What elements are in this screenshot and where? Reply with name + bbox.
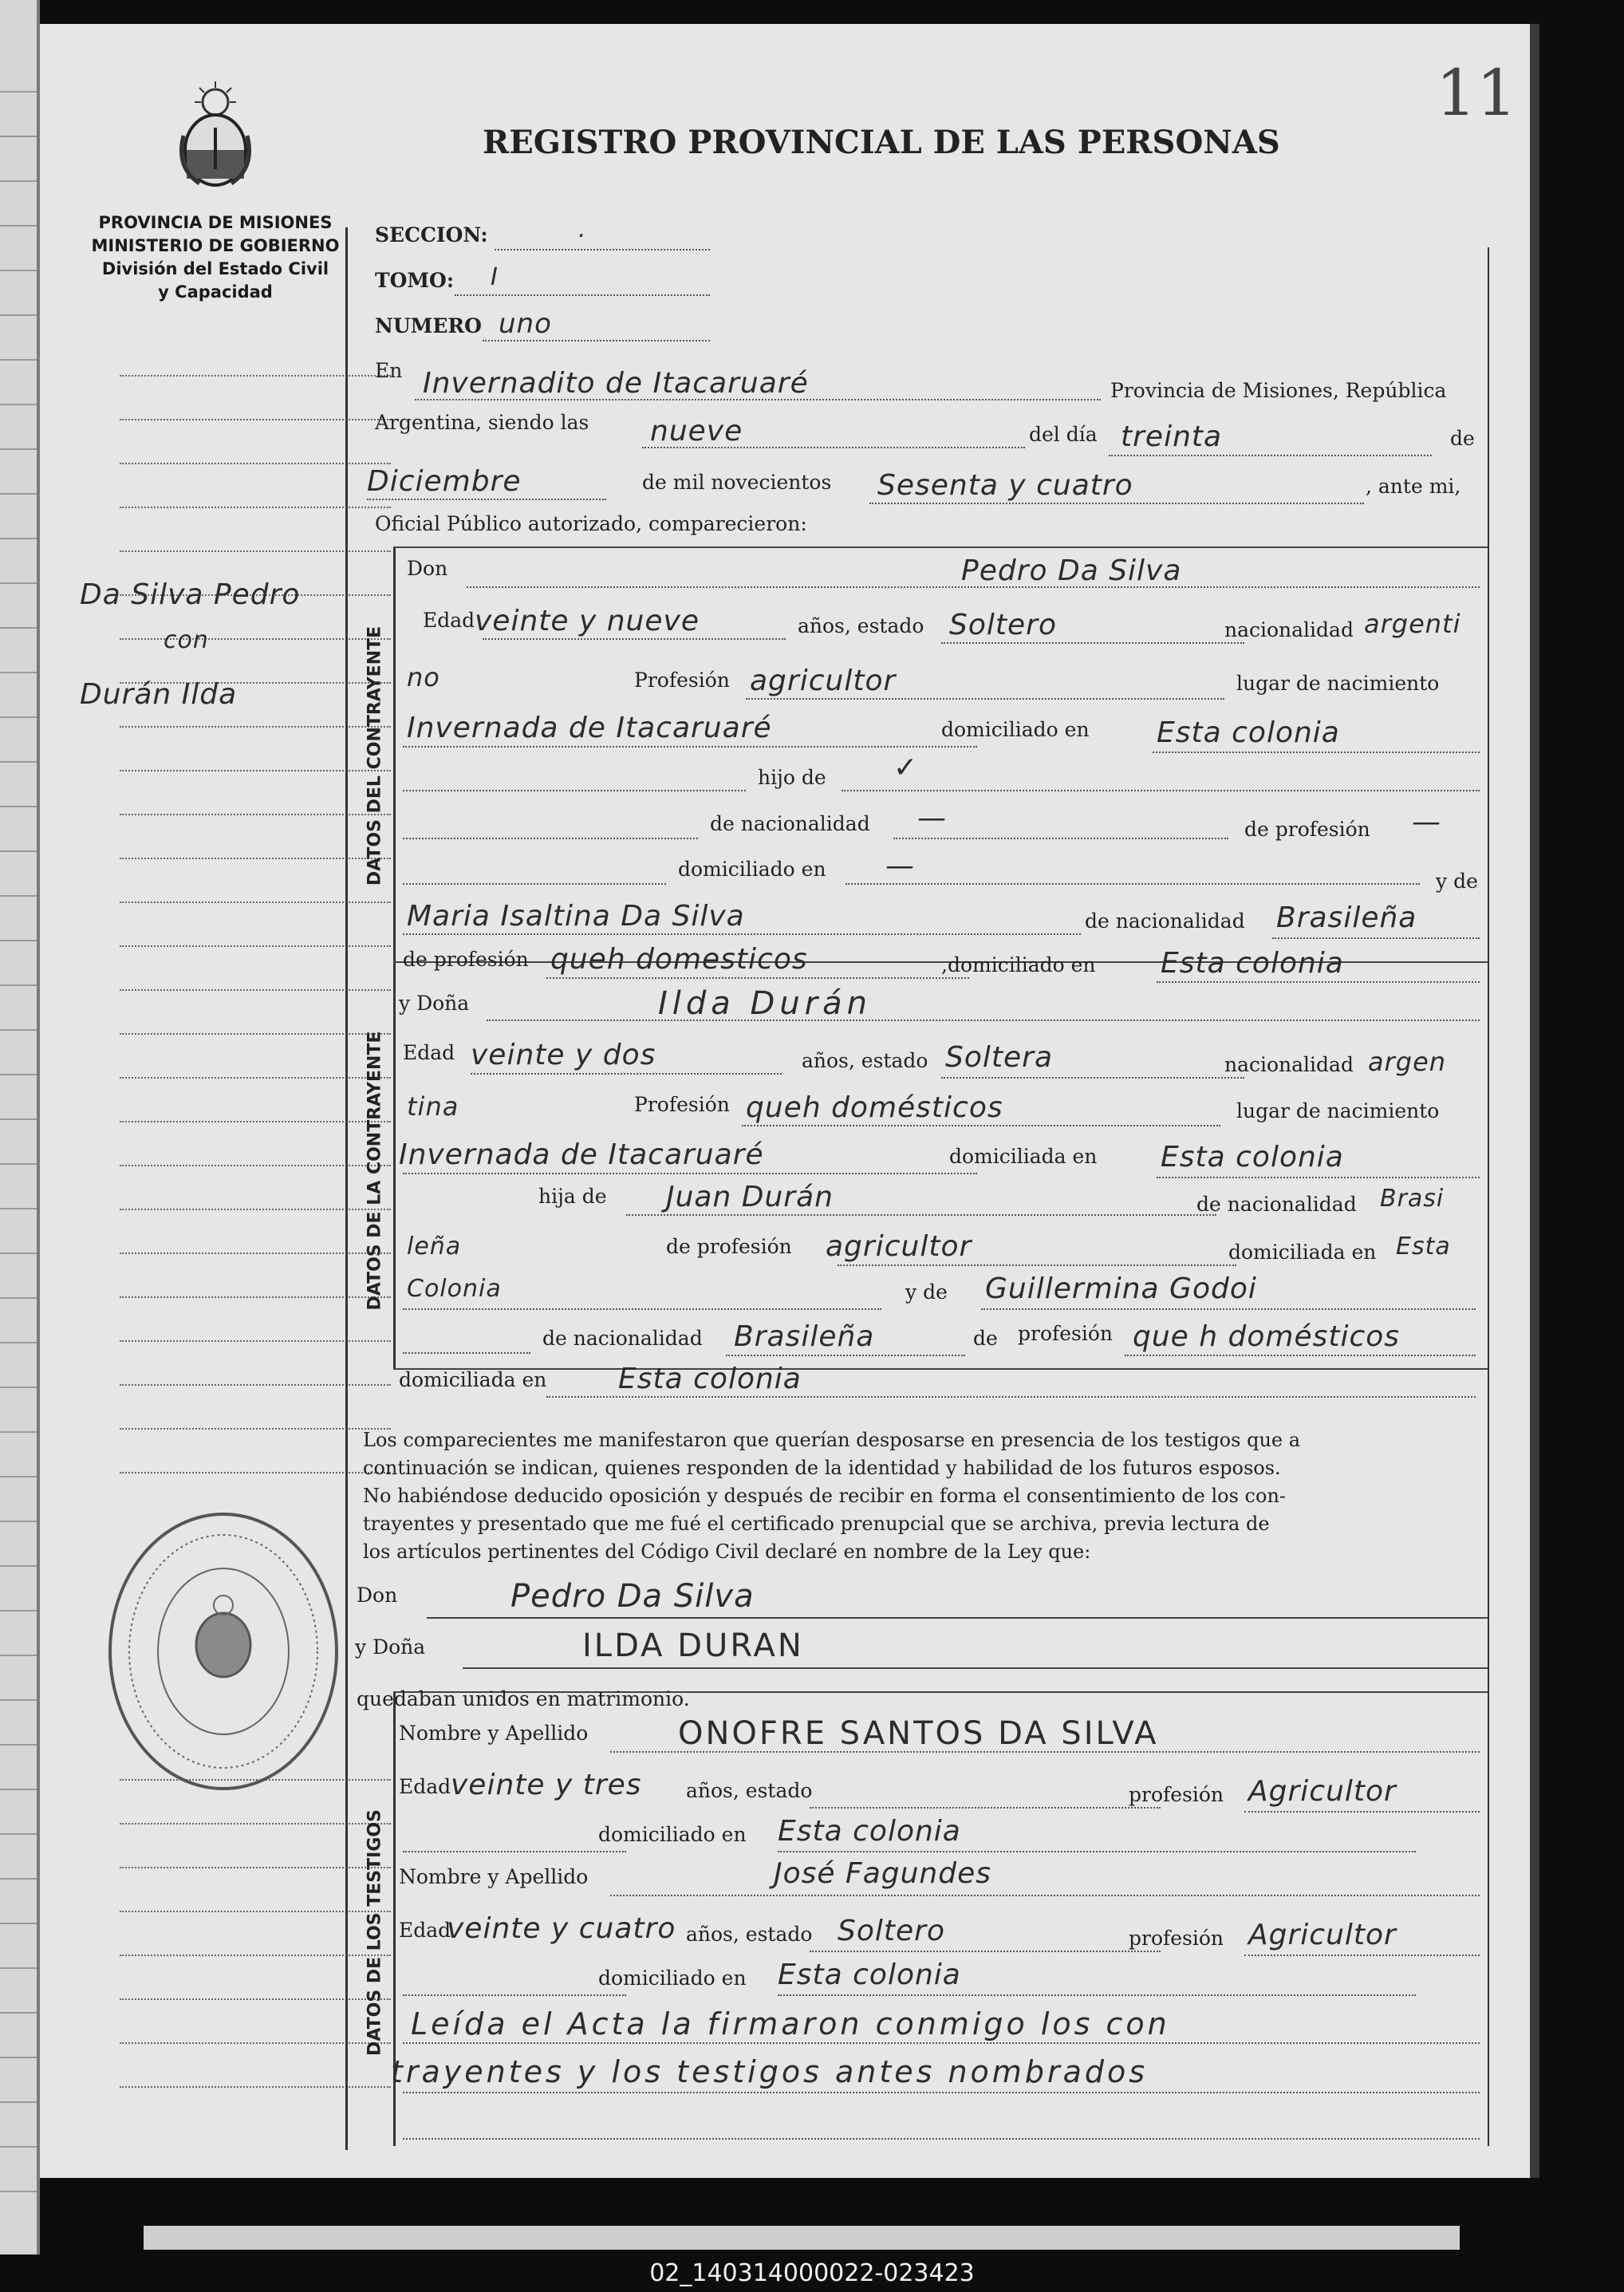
form-rule <box>495 249 710 251</box>
decl-groom: Pedro Da Silva <box>510 1578 755 1615</box>
declaration-line: Los comparecientes me manifestaron que querían desposarse en presencia de los testigos que a <box>363 1429 1301 1451</box>
margin-rule <box>120 1077 391 1079</box>
declaration-line: No habiéndose deducido oposición y después de recibir en forma el consentimiento de los con- <box>363 1485 1287 1507</box>
groom-father-dom: — <box>885 850 915 882</box>
profesion-label: Profesión <box>634 1093 730 1116</box>
bride-lugar: Invernada de Itacaruaré <box>399 1138 764 1171</box>
form-rule <box>941 642 1244 644</box>
groom-mother: Maria Isaltina Da Silva <box>407 900 745 933</box>
margin-rule <box>120 989 391 991</box>
father-dom-label: domiciliada en <box>1228 1241 1377 1264</box>
frame-line <box>345 227 348 2150</box>
w1-dom: Esta colonia <box>778 1815 961 1848</box>
w2-age: veinte y cuatro <box>447 1912 676 1945</box>
bride-father: Juan Durán <box>666 1181 834 1213</box>
closing-line: Leída el Acta la firmaron conmigo los con <box>411 2006 1170 2041</box>
org-line: y Capacidad <box>158 282 273 302</box>
margin-note-line: con <box>164 626 209 654</box>
seccion-value: . <box>578 215 587 243</box>
anos-estado-label: años, estado <box>798 614 924 637</box>
w2-dom: Esta colonia <box>778 1959 961 1991</box>
form-rule <box>846 883 1420 885</box>
form-rule <box>487 1020 1480 1021</box>
org-line: PROVINCIA DE MISIONES <box>98 213 333 232</box>
hour-value: nueve <box>650 415 743 448</box>
form-rule <box>626 1214 1216 1216</box>
bride-age: veinte y dos <box>471 1039 656 1071</box>
edad-label: Edad <box>423 609 475 632</box>
domiciliado-label: domiciliado en <box>941 718 1090 741</box>
y-de-label: y de <box>905 1280 948 1304</box>
form-rule <box>483 340 710 341</box>
org-line: MINISTERIO DE GOBIERNO <box>91 236 340 255</box>
bride-mother-nac: Brasileña <box>734 1320 875 1353</box>
form-rule <box>483 638 786 640</box>
form-rule <box>842 790 1480 791</box>
groom-lugar: Invernada de Itacaruaré <box>407 712 772 744</box>
form-rule <box>403 933 1081 935</box>
archive-id: 02_140314000022-023423 <box>649 2259 975 2287</box>
bride-father-prof: agricultor <box>826 1230 972 1263</box>
tomo-label: TOMO: <box>375 269 455 292</box>
argentina-text: Argentina, siendo las <box>375 411 589 434</box>
groom-mother-prof: queh domesticos <box>550 943 808 976</box>
form-rule <box>367 499 606 500</box>
margin-rule <box>120 770 391 771</box>
margin-rule <box>120 945 391 947</box>
margin-rule <box>120 726 391 728</box>
form-rule <box>726 1355 965 1356</box>
margin-rule <box>120 1998 391 2000</box>
groom-father-nac: — <box>917 802 947 834</box>
page-title: REGISTRO PROVINCIAL DE LAS PERSONAS <box>483 124 1280 161</box>
month-value: Diciembre <box>367 465 522 498</box>
frame-line <box>393 546 1488 548</box>
margin-rule <box>120 1823 391 1825</box>
nacionalidad-label: nacionalidad <box>1224 618 1354 641</box>
w2-estado: Soltero <box>838 1915 945 1947</box>
bride-mother: Guillermina Godoi <box>985 1272 1257 1305</box>
form-rule <box>778 1851 1416 1852</box>
page-bottom-edge <box>144 2226 1460 2250</box>
section-label-contrayente: DATOS DEL CONTRAYENTE <box>365 625 385 886</box>
hijo-de-label: hijo de <box>758 766 826 789</box>
w1-dom-label: domiciliado en <box>598 1823 747 1846</box>
margin-rule <box>120 2086 391 2088</box>
y-de-label: y de <box>1436 870 1478 893</box>
margin-rule <box>120 1165 391 1166</box>
margin-rule <box>120 550 391 552</box>
margin-rule <box>120 1121 391 1122</box>
w1-name: ONOFRE SANTOS DA SILVA <box>678 1715 1159 1752</box>
book-binding-left <box>0 0 40 2258</box>
mother-dom-label: domiciliada en <box>399 1368 547 1391</box>
margin-rule <box>120 1867 391 1868</box>
form-rule <box>1157 981 1480 983</box>
mother-nac-label: de nacionalidad <box>542 1327 703 1350</box>
w1-edad-label: Edad <box>399 1775 451 1798</box>
place-value: Invernadito de Itacaruaré <box>423 367 809 400</box>
form-rule <box>546 977 969 979</box>
form-rule <box>1244 1955 1480 1956</box>
mother-prof-label2: profesión <box>1018 1322 1114 1345</box>
bride-profesion: queh domésticos <box>746 1091 1003 1124</box>
groom-domicilio: Esta colonia <box>1157 716 1340 749</box>
de-mil-label: de mil novecientos <box>642 471 832 494</box>
year-value: Sesenta y cuatro <box>877 469 1133 502</box>
groom-father-prof: — <box>1412 806 1441 838</box>
frame-line <box>393 1368 1488 1370</box>
w1-age: veinte y tres <box>451 1769 642 1801</box>
lugar-label: lugar de nacimiento <box>1236 672 1440 695</box>
margin-rule <box>120 419 391 420</box>
w1-prof: Agricultor <box>1248 1775 1397 1808</box>
form-rule <box>1272 937 1480 939</box>
groom-mother-dom: Esta colonia <box>1161 947 1344 980</box>
groom-estado: Soltero <box>949 609 1057 641</box>
form-rule <box>403 1308 881 1310</box>
w2-nombre-label: Nombre y Apellido <box>399 1865 589 1888</box>
dona-label: y Doña <box>399 992 470 1015</box>
margin-rule <box>120 1209 391 1210</box>
father-dom-label: domiciliado en <box>678 858 826 881</box>
declaration-line: continuación se indican, quienes responden de la identidad y habilidad de los futuros esposos. <box>363 1457 1281 1479</box>
w1-anos-estado: años, estado <box>686 1779 813 1802</box>
groom-name: Pedro Da Silva <box>961 554 1182 587</box>
form-rule <box>471 1073 782 1075</box>
form-rule <box>1244 1811 1480 1813</box>
margin-rule <box>120 2042 391 2044</box>
margin-rule <box>120 638 391 640</box>
form-rule <box>1109 455 1432 456</box>
margin-rule <box>120 901 391 903</box>
form-rule <box>403 1994 626 1996</box>
form-rule <box>941 1077 1244 1079</box>
en-label: En <box>375 359 403 382</box>
del-dia-label: del día <box>1029 423 1098 446</box>
ante-mi-label: , ante mi, <box>1366 475 1461 498</box>
binding-lines <box>0 48 38 2202</box>
numero-value: uno <box>499 308 552 340</box>
lugar-label: lugar de nacimiento <box>1236 1099 1440 1122</box>
numero-label: NUMERO <box>375 314 482 337</box>
form-rule <box>810 1951 1161 1952</box>
form-rule <box>610 1895 1480 1896</box>
margin-rule <box>120 463 391 464</box>
form-rule <box>1157 1177 1480 1178</box>
org-line: División del Estado Civil <box>101 259 329 278</box>
w2-anos-estado: años, estado <box>686 1923 813 1946</box>
form-rule <box>869 503 1364 504</box>
form-rule <box>810 1807 1161 1809</box>
page-number: 11 <box>1436 56 1517 130</box>
form-rule <box>838 1264 1236 1266</box>
bride-father-dom-cont: Colonia <box>407 1275 502 1303</box>
father-nac-label: de nacionalidad <box>710 812 870 835</box>
w1-nombre-label: Nombre y Apellido <box>399 1722 589 1745</box>
closing-line: trayentes y los testigos antes nombrados <box>391 2054 1149 2089</box>
bride-mother-dom: Esta colonia <box>618 1363 802 1395</box>
father-prof-label: de profesión <box>1244 818 1370 841</box>
w2-profesion-label: profesión <box>1129 1927 1224 1950</box>
declaration-text <box>363 1426 1300 1566</box>
margin-rule <box>120 1296 391 1298</box>
province-text: Provincia de Misiones, República <box>1110 379 1447 402</box>
don-label: Don <box>407 557 448 580</box>
mother-nac-label: de nacionalidad <box>1085 909 1245 933</box>
form-rule <box>546 1396 1476 1398</box>
groom-father: ✓ <box>893 752 919 784</box>
margin-note-line: Da Silva Pedro <box>80 578 301 611</box>
registry-page <box>40 24 1539 2178</box>
section-label-contrayente-mujer: DATOS DE LA CONTRAYENTE <box>365 1031 385 1311</box>
margin-rule <box>120 814 391 815</box>
form-rule <box>746 698 1224 700</box>
margin-rule <box>120 1384 391 1386</box>
bride-nacionalidad-cont: tina <box>407 1091 459 1122</box>
bride-domicilio: Esta colonia <box>1161 1141 1344 1174</box>
form-rule <box>403 1352 530 1354</box>
archive-footer <box>0 2255 1624 2292</box>
domiciliada-label: domiciliada en <box>949 1145 1098 1168</box>
bride-estado: Soltera <box>945 1041 1054 1074</box>
groom-profesion: agricultor <box>750 665 897 697</box>
form-rule <box>455 294 710 296</box>
bride-nacionalidad: argen <box>1368 1047 1447 1077</box>
margin-rule <box>120 1911 391 1912</box>
w1-profesion-label: profesión <box>1129 1783 1224 1806</box>
decl-don-label: Don <box>357 1584 398 1607</box>
form-rule <box>778 1994 1416 1996</box>
profesion-label: Profesión <box>634 669 730 692</box>
decl-dona-label: y Doña <box>355 1635 426 1659</box>
form-rule <box>403 1173 977 1174</box>
declaration-line: los artículos pertinentes del Código Civil declaré en nombre de la Ley que: <box>363 1540 1091 1563</box>
groom-nacionalidad-cont: no <box>407 662 440 692</box>
bride-father-dom: Esta <box>1396 1233 1451 1260</box>
w2-prof: Agricultor <box>1248 1919 1397 1951</box>
seccion-label: SECCION: <box>375 223 488 247</box>
form-rule <box>403 790 746 791</box>
hija-de-label: hija de <box>538 1185 607 1208</box>
form-rule <box>403 1851 626 1852</box>
coat-of-arms-icon <box>168 80 263 191</box>
form-rule <box>893 838 1228 839</box>
form-rule <box>403 2042 1480 2044</box>
groom-age: veinte y nueve <box>475 605 700 637</box>
bride-name: Ilda Durán <box>658 985 872 1022</box>
form-rule <box>1125 1355 1476 1356</box>
w2-name: José Fagundes <box>774 1857 991 1890</box>
margin-rule <box>120 1472 391 1473</box>
father-nac-label: de nacionalidad <box>1196 1193 1357 1216</box>
form-rule <box>403 2138 1480 2140</box>
anos-estado-label: años, estado <box>802 1049 928 1072</box>
de-label: de <box>1450 427 1475 450</box>
form-rule <box>1153 752 1480 753</box>
mother-dom-label: ,domiciliado en <box>941 953 1096 976</box>
form-rule <box>403 746 977 748</box>
mother-prof-label: de <box>973 1327 998 1350</box>
margin-rule <box>120 858 391 859</box>
groom-nacionalidad: argenti <box>1364 609 1461 639</box>
edad-label: Edad <box>403 1041 455 1064</box>
day-value: treinta <box>1121 420 1223 453</box>
section-label-testigos: DATOS DE LOS TESTIGOS <box>365 1809 385 2056</box>
margin-rule <box>120 1033 391 1035</box>
bride-mother-prof: que h domésticos <box>1133 1320 1401 1353</box>
margin-rule <box>120 375 391 377</box>
margin-note-line: Durán Ilda <box>80 678 238 711</box>
form-rule <box>742 1125 1220 1126</box>
w2-dom-label: domiciliado en <box>598 1967 747 1990</box>
frame-line <box>393 546 396 1368</box>
form-rule <box>981 1308 1476 1310</box>
bride-father-nac-cont: leña <box>407 1233 462 1260</box>
margin-rule <box>120 507 391 508</box>
official-text: Oficial Público autorizado, comparecieron: <box>375 512 807 535</box>
unidos-text: quedaban unidos en matrimonio. <box>357 1687 690 1710</box>
form-rule <box>403 2092 1480 2093</box>
bride-father-nac: Brasi <box>1380 1185 1445 1213</box>
form-rule <box>403 883 666 885</box>
form-rule <box>403 838 698 839</box>
w2-edad-label: Edad <box>399 1919 451 1942</box>
tomo-value: I <box>491 263 499 291</box>
groom-mother-nac: Brasileña <box>1276 901 1417 934</box>
frame-line <box>1488 247 1489 2146</box>
nacionalidad-label: nacionalidad <box>1224 1053 1354 1076</box>
margin-rule <box>120 1253 391 1254</box>
official-seal-stamp <box>104 1508 343 1795</box>
issuing-authority <box>80 211 351 304</box>
margin-rule <box>120 1955 391 1956</box>
margin-rule <box>120 1428 391 1430</box>
declaration-line: trayentes y presentado que me fué el certificado prenupcial que se archiva, previa lectura de <box>363 1513 1270 1535</box>
mother-prof-label: de profesión <box>403 948 529 971</box>
father-prof-label: de profesión <box>666 1235 792 1258</box>
form-rule <box>427 1617 1488 1619</box>
margin-rule <box>120 1340 391 1342</box>
decl-bride: ILDA DURAN <box>582 1627 804 1664</box>
form-rule <box>463 1667 1488 1669</box>
